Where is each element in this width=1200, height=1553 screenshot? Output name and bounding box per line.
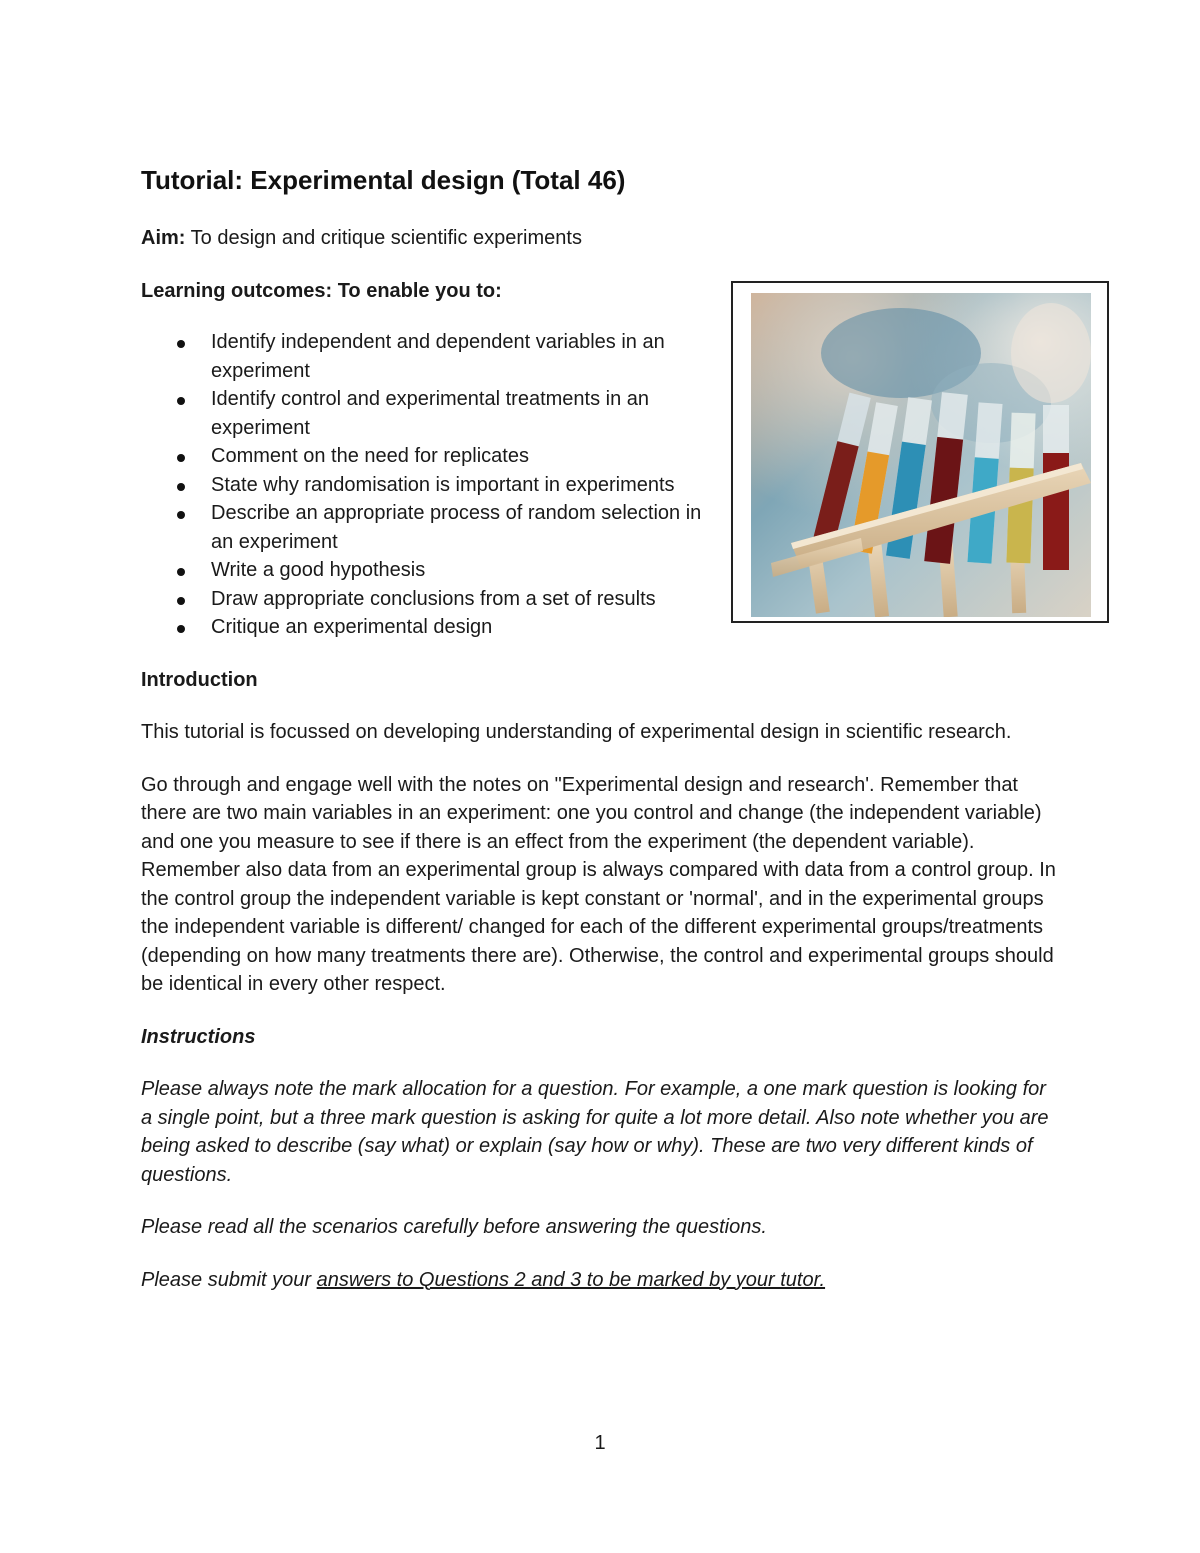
aim-line xyxy=(141,224,1061,253)
bullet-icon xyxy=(177,340,185,348)
test-tubes-photo-icon xyxy=(751,293,1091,617)
bullet-icon xyxy=(177,511,185,519)
list-item xyxy=(141,385,721,442)
list-item xyxy=(141,471,721,500)
list-item xyxy=(141,613,721,642)
bullet-icon xyxy=(177,597,185,605)
learning-outcomes-heading: Learning outcomes: To enable you to: xyxy=(141,279,502,302)
figure-frame xyxy=(731,281,1109,623)
list-item xyxy=(141,499,721,556)
aim-text: To design and critique scientific experiments xyxy=(185,227,582,249)
list-item-text: Comment on the need for replicates xyxy=(211,445,529,467)
learning-outcomes-list xyxy=(141,328,721,642)
list-item xyxy=(141,585,721,614)
instructions-paragraph-3 xyxy=(141,1266,1061,1295)
list-item-text: Write a good hypothesis xyxy=(211,559,426,581)
list-item-text: Identify control and experimental treatments in an experiment xyxy=(211,388,650,439)
bullet-icon xyxy=(177,483,185,491)
list-item xyxy=(141,442,721,471)
instructions-paragraph-3-underlined: answers to Questions 2 and 3 to be marked by your tutor. xyxy=(316,1268,826,1291)
instructions-paragraph-2: Please read all the scenarios carefully before answering the questions. xyxy=(141,1216,767,1238)
introduction-paragraph-2: Go through and engage well with the notes on "Experimental design and research'. Remember that there are two main variables in an experiment: one you control and change (the independent variable) and one you measure to see if there is an effect from the experiment (the dependent variable). Remember also data from an experimental group is always compared with data from a control group. In the control group the independent variable is kept constant or 'normal', and in the experimental groups the independent variable is different/ changed for each of the different experimental groups/treatments (depending on how many treatments there are). Otherwise, the control and experimental groups should be identical in every other respect. xyxy=(141,773,1056,995)
page-title: Tutorial: Experimental design (Total 46) xyxy=(141,165,626,195)
bullet-icon xyxy=(177,568,185,576)
instructions-heading: Instructions xyxy=(141,1025,256,1048)
aim-label: Aim: xyxy=(141,227,186,249)
bullet-icon xyxy=(177,625,185,633)
bullet-icon xyxy=(177,397,185,405)
bullet-icon xyxy=(177,454,185,462)
list-item-text: State why randomisation is important in experiments xyxy=(211,473,675,496)
list-item-text: Describe an appropriate process of random selection in an experiment xyxy=(211,502,702,553)
introduction-heading: Introduction xyxy=(141,668,258,691)
list-item-text: Critique an experimental design xyxy=(211,616,493,638)
page-number: 1 xyxy=(594,1432,606,1454)
instructions-paragraph-1: Please always note the mark allocation for a question. For example, a one mark question is looking for a single point, but a three mark question is asking for quite a lot more detail. Also note whether you are being asked to describe (say what) or explain (say how or why). These are two very different kinds of questions. xyxy=(141,1078,1049,1186)
list-item-text: Draw appropriate conclusions from a set of results xyxy=(211,587,656,610)
list-item xyxy=(141,328,721,385)
list-item xyxy=(141,556,721,585)
introduction-paragraph-1: This tutorial is focussed on developing understanding of experimental design in scientific research. xyxy=(141,721,1012,743)
instructions-paragraph-3-prefix: Please submit your xyxy=(141,1268,317,1291)
list-item-text: Identify independent and dependent variables in an experiment xyxy=(211,331,665,382)
